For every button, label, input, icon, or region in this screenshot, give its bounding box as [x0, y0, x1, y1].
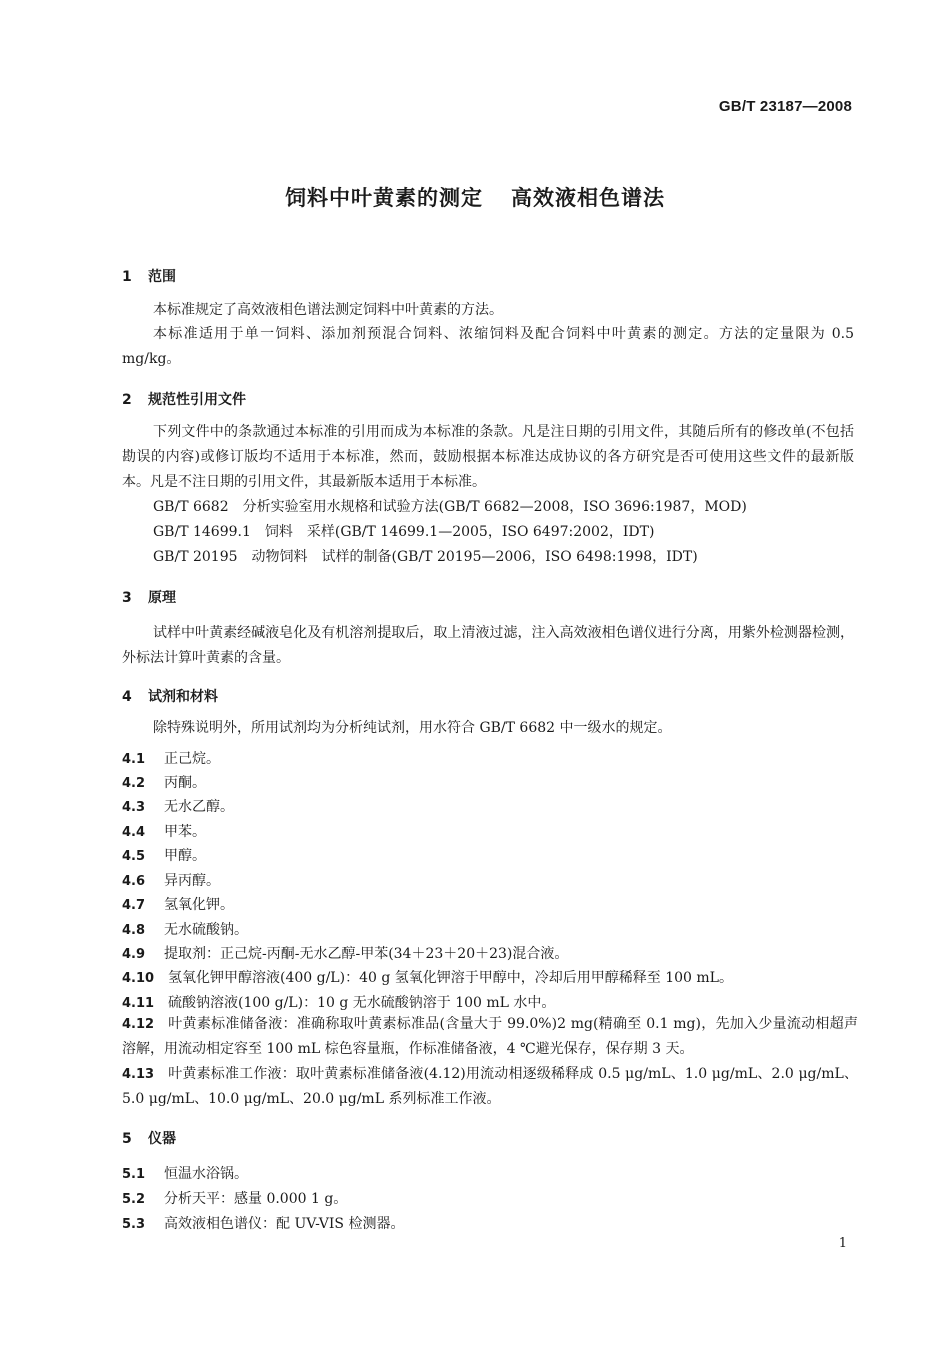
- reference-entry: GB/T 6682 分析实验室用水规格和试验方法(GB/T 6682—2008，ISO 3696:1987，MOD): [153, 499, 747, 515]
- paragraph: 试样中叶黄素经碱液皂化及有机溶剂提取后，取上清液过滤，注入高效液相色谱仪进行分离，用紫外检测器检测，外标法计算叶黄素的含量。: [122, 625, 854, 666]
- list-item: 5.2 分析天平：感量 0.000 1 g。: [122, 1191, 348, 1207]
- list-item: 4.9 提取剂：正己烷-丙酮-无水乙醇-甲苯(34＋23＋20＋23)混合液。: [122, 946, 569, 962]
- paragraph: 本标准适用于单一饲料、添加剂预混合饲料、浓缩饲料及配合饲料中叶黄素的测定。方法的定量限为 0.5 mg/kg。: [122, 326, 854, 367]
- list-item: 5.1 恒温水浴锅。: [122, 1166, 248, 1182]
- list-item: 5.3 高效液相色谱仪：配 UV-VIS 检测器。: [122, 1216, 405, 1232]
- list-item: 4.8 无水硫酸钠。: [122, 922, 248, 938]
- title-method: 高效液相色谱法: [511, 186, 665, 210]
- list-item-multiline: 4.13 叶黄素标准工作液：取叶黄素标准储备液(4.12)用流动相逐级稀释成 0.5 μg/mL、1.0 μg/mL、2.0 μg/mL、5.0 μg/mL、10.0 μg/mL、20.0 μg/mL 系列标准工作液。: [122, 1066, 858, 1107]
- section-heading-normative-references: 2 规范性引用文件: [122, 392, 246, 408]
- title-main: 饲料中叶黄素的测定: [285, 186, 483, 210]
- section-heading-scope: 1 范围: [122, 269, 176, 285]
- list-item: 4.1 正己烷。: [122, 751, 220, 767]
- list-item-multiline: 4.12 叶黄素标准储备液：准确称取叶黄素标准品(含量大于 99.0%)2 mg(精确至 0.1 mg)，先加入少量流动相超声溶解，用流动相定容至 100 mL 棕色容量瓶，作标准储备液，4 ℃避光保存，保存期 3 天。: [122, 1016, 858, 1057]
- paragraph: 下列文件中的条款通过本标准的引用而成为本标准的条款。凡是注日期的引用文件，其随后所有的修改单(不包括勘误的内容)或修订版均不适用于本标准，然而，鼓励根据本标准达成协议的各方研究是否可使用这些文件的最新版本。凡是不注日期的引用文件，其最新版本适用于本标准。: [122, 424, 854, 490]
- section-heading-reagents: 4 试剂和材料: [122, 689, 218, 705]
- reference-entry: GB/T 20195 动物饲料 试样的制备(GB/T 20195—2006，ISO 6498:1998，IDT): [153, 549, 698, 565]
- paragraph: 本标准规定了高效液相色谱法测定饲料中叶黄素的方法。: [153, 302, 503, 318]
- list-item: 4.10 氢氧化钾甲醇溶液(400 g/L)：40 g 氢氧化钾溶于甲醇中，冷却后用甲醇稀释至 100 mL。: [122, 970, 733, 986]
- list-item: 4.7 氢氧化钾。: [122, 897, 234, 913]
- standard-number: GB/T 23187—2008: [718, 98, 852, 115]
- page-number: 1: [838, 1236, 847, 1251]
- document-title: [0, 182, 950, 212]
- list-item: 4.11 硫酸钠溶液(100 g/L)：10 g 无水硫酸钠溶于 100 mL 水中。: [122, 995, 556, 1011]
- section-heading-principle: 3 原理: [122, 590, 176, 606]
- list-item: 4.4 甲苯。: [122, 824, 206, 840]
- section-heading-apparatus: 5 仪器: [122, 1131, 176, 1147]
- reference-entry: GB/T 14699.1 饲料 采样(GB/T 14699.1—2005，ISO 6497:2002，IDT): [153, 524, 655, 540]
- list-item: 4.3 无水乙醇。: [122, 799, 234, 815]
- list-item: 4.2 丙酮。: [122, 775, 206, 791]
- paragraph: 除特殊说明外，所用试剂均为分析纯试剂，用水符合 GB/T 6682 中一级水的规定。: [153, 720, 672, 736]
- list-item: 4.6 异丙醇。: [122, 873, 220, 889]
- list-item: 4.5 甲醇。: [122, 848, 206, 864]
